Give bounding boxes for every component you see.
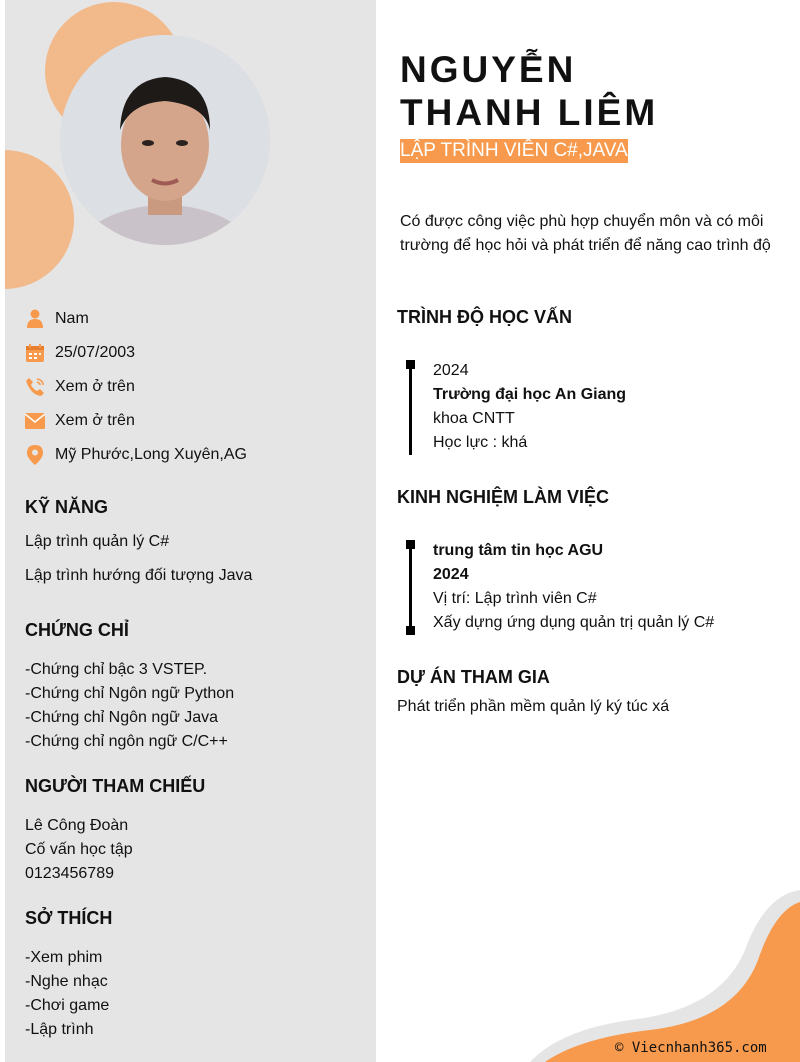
decorative-wave — [500, 880, 800, 1062]
certificate-item: -Chứng chỉ bậc 3 VSTEP. — [25, 661, 208, 678]
skills-heading: KỸ NĂNG — [25, 497, 109, 517]
objective-line: Có được công việc phù hợp chuyển môn và có môi — [400, 213, 764, 230]
hobby-item: -Xem phim — [25, 949, 103, 966]
contact-gender — [25, 302, 247, 336]
person-icon — [25, 309, 45, 329]
skill-item: Lập trình hướng đối tượng Java — [25, 567, 253, 584]
mail-icon — [25, 411, 45, 431]
education-school: Trường đại học An Giang — [433, 386, 627, 403]
contact-email — [25, 404, 247, 438]
education-faculty: khoa CNTT — [433, 410, 515, 427]
certificate-item: -Chứng chỉ ngôn ngữ C/C++ — [25, 733, 228, 750]
phone-icon — [25, 377, 45, 397]
contact-phone-text: Xem ở trên — [55, 378, 135, 395]
hobby-item: -Nghe nhạc — [25, 973, 108, 990]
contact-email-text: Xem ở trên — [55, 412, 135, 429]
experience-task: Xấy dựng ứng dụng quản trị quản lý C# — [433, 614, 715, 631]
reference-name: Lê Công Đoàn — [25, 817, 129, 834]
contact-birthday-text: 25/07/2003 — [55, 344, 136, 361]
timeline-bar — [409, 544, 412, 630]
certificate-item: -Chứng chỉ Ngôn ngữ Java — [25, 709, 219, 726]
education-year: 2024 — [433, 362, 469, 379]
location-icon — [25, 445, 45, 465]
job-title: LẬP TRÌNH VIÊN C#,JAVA — [400, 140, 628, 161]
footer-copyright: © Viecnhanh365.com — [615, 1040, 767, 1056]
education-timeline — [405, 360, 415, 455]
project-item: Phát triển phần mềm quản lý ký túc xá — [397, 698, 670, 715]
education-heading: TRÌNH ĐỘ HỌC VẤN — [397, 307, 572, 327]
candidate-name-text: NGUYỄN THANH LIÊM — [400, 49, 659, 133]
reference-phone: 0123456789 — [25, 865, 114, 882]
career-objective — [400, 210, 800, 258]
hobby-item: -Chơi game — [25, 997, 110, 1014]
objective-line: trường để học hỏi và phát triển để năng cao trình độ — [400, 237, 771, 254]
hobbies-heading: SỞ THÍCH — [25, 908, 113, 928]
references-heading: NGƯỜI THAM CHIẾU — [25, 776, 206, 796]
hobby-item: -Lập trình — [25, 1021, 94, 1038]
experience-company: trung tâm tin học AGU — [433, 542, 604, 559]
certificates-heading: CHỨNG CHỈ — [25, 620, 129, 640]
contact-gender-text: Nam — [55, 310, 89, 327]
experience-year: 2024 — [433, 566, 469, 583]
experience-heading: KINH NGHIỆM LÀM VIỆC — [397, 487, 610, 507]
avatar — [60, 35, 270, 245]
contact-list — [25, 302, 247, 472]
experience-timeline — [405, 540, 415, 635]
timeline-dot — [406, 626, 415, 635]
calendar-icon — [25, 343, 45, 363]
contact-phone — [25, 370, 247, 404]
reference-title: Cố vấn học tập — [25, 841, 133, 858]
skill-item: Lập trình quản lý C# — [25, 533, 170, 550]
contact-address-text: Mỹ Phước,Long Xuyên,AG — [55, 446, 247, 463]
contact-birthday — [25, 336, 247, 370]
projects-heading: DỰ ÁN THAM GIA — [397, 667, 550, 687]
contact-address — [25, 438, 247, 472]
education-grade: Học lực : khá — [433, 434, 528, 451]
experience-position: Vị trí: Lập trình viên C# — [433, 590, 597, 607]
certificate-item: -Chứng chỉ Ngôn ngữ Python — [25, 685, 235, 702]
timeline-bar — [409, 364, 412, 455]
candidate-name — [400, 48, 730, 134]
